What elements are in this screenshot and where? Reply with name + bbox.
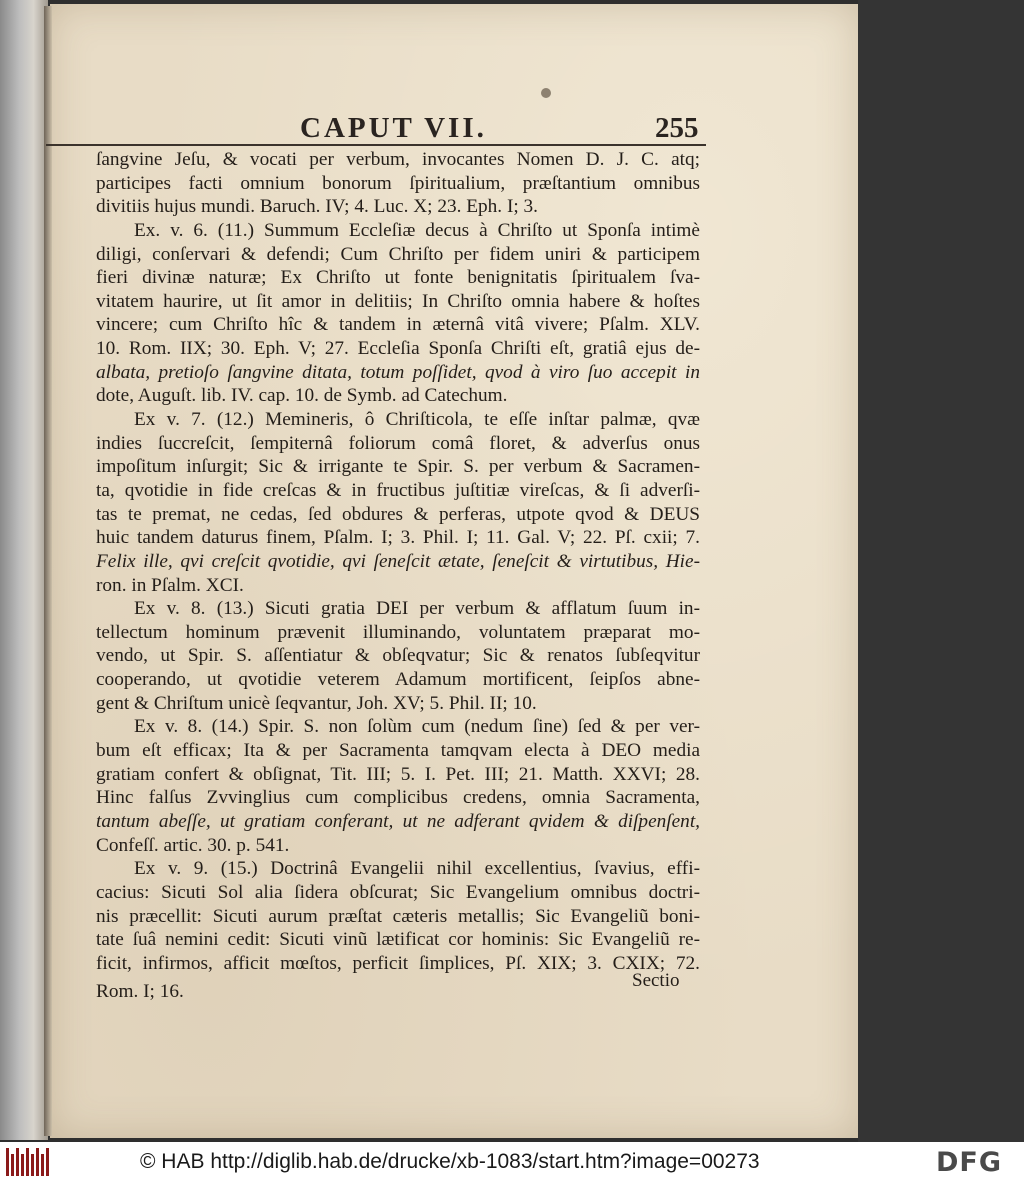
running-title: CAPUT VII. bbox=[300, 112, 487, 144]
logo-bar bbox=[16, 1148, 19, 1176]
text-line: dote, Auguſt. lib. IV. cap. 10. de Symb. ad Catechum. bbox=[96, 385, 508, 407]
text-line: indies ſuccreſcit, ſempiternâ foliorum comâ floret, & adverſus onus bbox=[96, 432, 700, 454]
catchword: Sectio bbox=[632, 970, 680, 991]
final-line: Rom. I; 16. bbox=[96, 981, 184, 1002]
logo-bar bbox=[11, 1154, 14, 1176]
text-line: 10. Rom. IIX; 30. Eph. V; 27. Eccleſia Sponſa Chriſti eſt, gratiâ ejus de- bbox=[96, 338, 700, 360]
text-line: ta, qvotidie in fide creſcas & in fructibus juſtitiæ vireſcas, & ſi adverſi- bbox=[96, 479, 700, 501]
logo-bar bbox=[41, 1154, 44, 1176]
text-line: participes facti omnium bonorum ſpiritualium, præſtantium omnibus bbox=[96, 172, 700, 194]
logo-bar bbox=[36, 1148, 39, 1176]
text-line: Confeſſ. artic. 30. p. 541. bbox=[96, 834, 290, 856]
text-line: albata, pretioſo ſangvine ditata, totum poſſidet, qvod à viro ſuo accepit in bbox=[96, 361, 700, 383]
text-line: cooperando, ut qvotidie veterem Adamum mortificent, ſeipſos abne- bbox=[96, 669, 700, 691]
page-gutter-edge bbox=[44, 6, 52, 1136]
text-line: tas te premat, ne cedas, ſed obdures & perferas, utpote qvod & DEUS bbox=[96, 503, 700, 525]
page-number: 255 bbox=[655, 112, 699, 144]
text-line: cacius: Sicuti Sol alia ſidera obſcurat; Sic Evangelium omnibus doctri- bbox=[96, 881, 700, 903]
footer-credit-link[interactable]: © HAB http://diglib.hab.de/drucke/xb-1083/start.htm?image=00273 bbox=[140, 1150, 760, 1173]
text-line: divitiis hujus mundi. Baruch. IV; 4. Luc. X; 23. Eph. I; 3. bbox=[96, 196, 538, 218]
header-rule bbox=[46, 144, 706, 146]
text-line: diligi, conſervari & defendi; Cum Chriſto per fidem uniri & participem bbox=[96, 243, 700, 265]
text-line: bum eſt efficax; Ita & per Sacramenta tamqvam electa à DEO media bbox=[96, 740, 700, 762]
text-line: tantum abeſſe, ut gratiam conferant, ut ne adferant qvidem & diſpenſent, bbox=[96, 810, 700, 832]
hab-logo-icon bbox=[6, 1148, 50, 1176]
text-line: fieri divinæ naturæ; Ex Chriſto ut fonte benignitatis ſpiritualem ſva- bbox=[96, 267, 700, 289]
page-blemish bbox=[541, 88, 551, 98]
text-line: vitatem haurire, ut ſit amor in delitiis; In Chriſto omnia habere & hoſtes bbox=[96, 290, 700, 312]
body-text bbox=[96, 148, 700, 975]
text-line: gent & Chriſtum unicè ſeqvantur, Joh. XV; 5. Phil. II; 10. bbox=[96, 692, 537, 714]
logo-bar bbox=[21, 1154, 24, 1176]
text-line: vincere; cum Chriſto hîc & tandem in æternâ vitâ vivere; Pſalm. XLV. bbox=[96, 314, 700, 336]
text-line: Ex v. 8. (14.) Spir. S. non ſolùm cum (nedum ſine) ſed & per ver- bbox=[134, 716, 700, 738]
text-line: Ex v. 8. (13.) Sicuti gratia DEI per verbum & afflatum ſuum in- bbox=[134, 598, 700, 620]
dfg-logo: DFG bbox=[936, 1147, 1003, 1178]
viewer-footer bbox=[0, 1142, 1024, 1182]
scanner-right-margin bbox=[858, 0, 1024, 1142]
text-line: Hinc falſus Zvvinglius cum complicibus credens, omnia Sacramenta, bbox=[96, 787, 700, 809]
logo-bar bbox=[6, 1148, 9, 1176]
text-line: nis præcellit: Sicuti aurum præſtat cæteris metallis; Sic Evangeliũ boni- bbox=[96, 905, 700, 927]
text-line: Ex v. 9. (15.) Doctrinâ Evangelii nihil excellentius, ſvavius, effi- bbox=[134, 858, 700, 880]
text-line: ſangvine Jeſu, & vocati per verbum, invocantes Nomen D. J. C. atq; bbox=[96, 149, 700, 170]
text-line: gratiam confert & obſignat, Tit. III; 5. I. Pet. III; 21. Matth. XXVI; 28. bbox=[96, 763, 700, 785]
running-head bbox=[50, 108, 710, 148]
text-line: Felix ille, qvi creſcit qvotidie, qvi ſeneſcit ætate, ſeneſcit & virtutibus, Hie- bbox=[96, 550, 700, 572]
text-line: ficit, infirmos, afficit mœſtos, perficit ſimplices, Pſ. XIX; 3. CXIX; 72. bbox=[96, 952, 700, 974]
text-line: Ex v. 7. (12.) Memineris, ô Chriſticola, te eſſe inſtar palmæ, qvæ bbox=[134, 409, 700, 431]
previous-pages-edge bbox=[0, 0, 48, 1140]
text-line: Ex. v. 6. (11.) Summum Eccleſiæ decus à Chriſto ut Sponſa intimè bbox=[134, 219, 700, 241]
logo-bar bbox=[46, 1148, 49, 1176]
logo-bar bbox=[26, 1148, 29, 1176]
text-line: tate ſuâ nemini cedit: Sicuti vinũ lætificat cor hominis: Sic Evangeliũ re- bbox=[96, 929, 700, 951]
text-line: huic tandem daturus finem, Pſalm. I; 3. Phil. I; 11. Gal. V; 22. Pſ. cxii; 7. bbox=[96, 527, 700, 549]
logo-bar bbox=[31, 1154, 34, 1176]
text-line: vendo, ut Spir. S. aſſentiatur & obſeqvatur; Sic & renatos ſubſeqvitur bbox=[96, 645, 700, 667]
text-line: tellectum hominum prævenit illuminando, voluntatem præparat mo- bbox=[96, 621, 700, 643]
text-line: ron. in Pſalm. XCI. bbox=[96, 574, 244, 596]
text-line: impoſitum inſurgit; Sic & irrigante te Spir. S. per verbum & Sacramen- bbox=[96, 456, 700, 478]
